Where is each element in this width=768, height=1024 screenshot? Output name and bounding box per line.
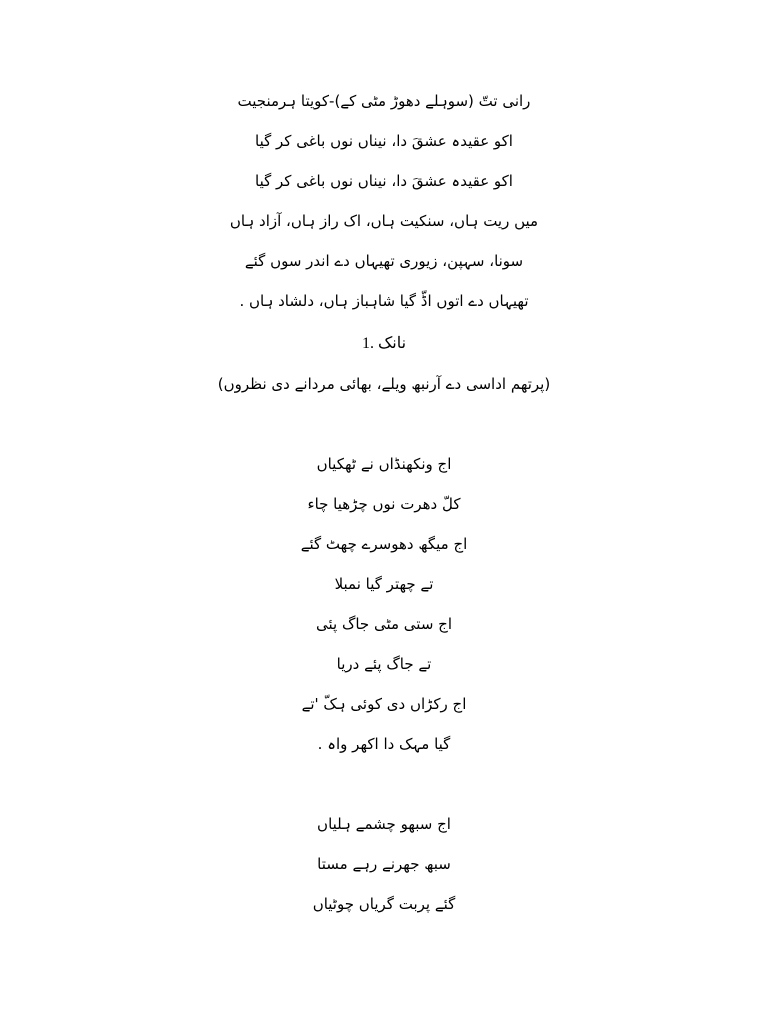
stanza-line: تے چھتر گیا نمبلا	[334, 575, 434, 593]
poem-title: رانی تتّ (سوہلے دھوڑ مٹی کے)-کویتا ہرمنجیت	[237, 92, 531, 110]
poem-line: اکو عقیدہ عشقَ دا، نیناں نوں باغی کر گیا	[255, 172, 513, 190]
stanza-line: گیا مہک دا اکھر واہ .	[317, 735, 451, 753]
poem-line: میں ریت ہاں، سنکیت ہاں، اک راز ہاں، آزاد ہاں	[229, 212, 539, 230]
stanza-line: اج ونکھنڈاں نے ٹھکیاں	[316, 455, 452, 473]
stanza-line: تے جاگ پئے دریا	[336, 655, 432, 673]
stanza-line: اج سبھو چشمے ہلیاں	[317, 815, 451, 833]
stanza-line: سبھ جھرنے رہے مستا	[317, 855, 451, 873]
stanza-line: کلّ دھرت نوں چڑھیا چاء	[307, 495, 461, 513]
poem-line: سونا، سہپن، زیوری تھیہاں دے اندر سوں گئے	[244, 252, 524, 270]
section-subheading: (پرتھم اداسی دے آرنبھ ویلے، بھائی مردانے دی نظروں)	[217, 375, 551, 393]
section-heading: نانک .1	[361, 335, 407, 352]
stanza-line: گئے پربت گریاں چوٹیاں	[312, 895, 456, 913]
stanza-line: اج میگھ دھوسرے چھٹ گئے	[300, 535, 468, 553]
stanza-line: اج رکڑاں دی کوئی ہکّ 'تے	[301, 695, 467, 713]
poem-line: تھیہاں دے اتوں اڈّ گیا شاہباز ہاں، دلشاد ہاں .	[239, 292, 529, 310]
stanza-line: اج ستی مٹی جاگ پئی	[315, 615, 453, 633]
poem-line: اکو عقیدہ عشقَ دا، نیناں نوں باغی کر گیا	[255, 132, 513, 150]
